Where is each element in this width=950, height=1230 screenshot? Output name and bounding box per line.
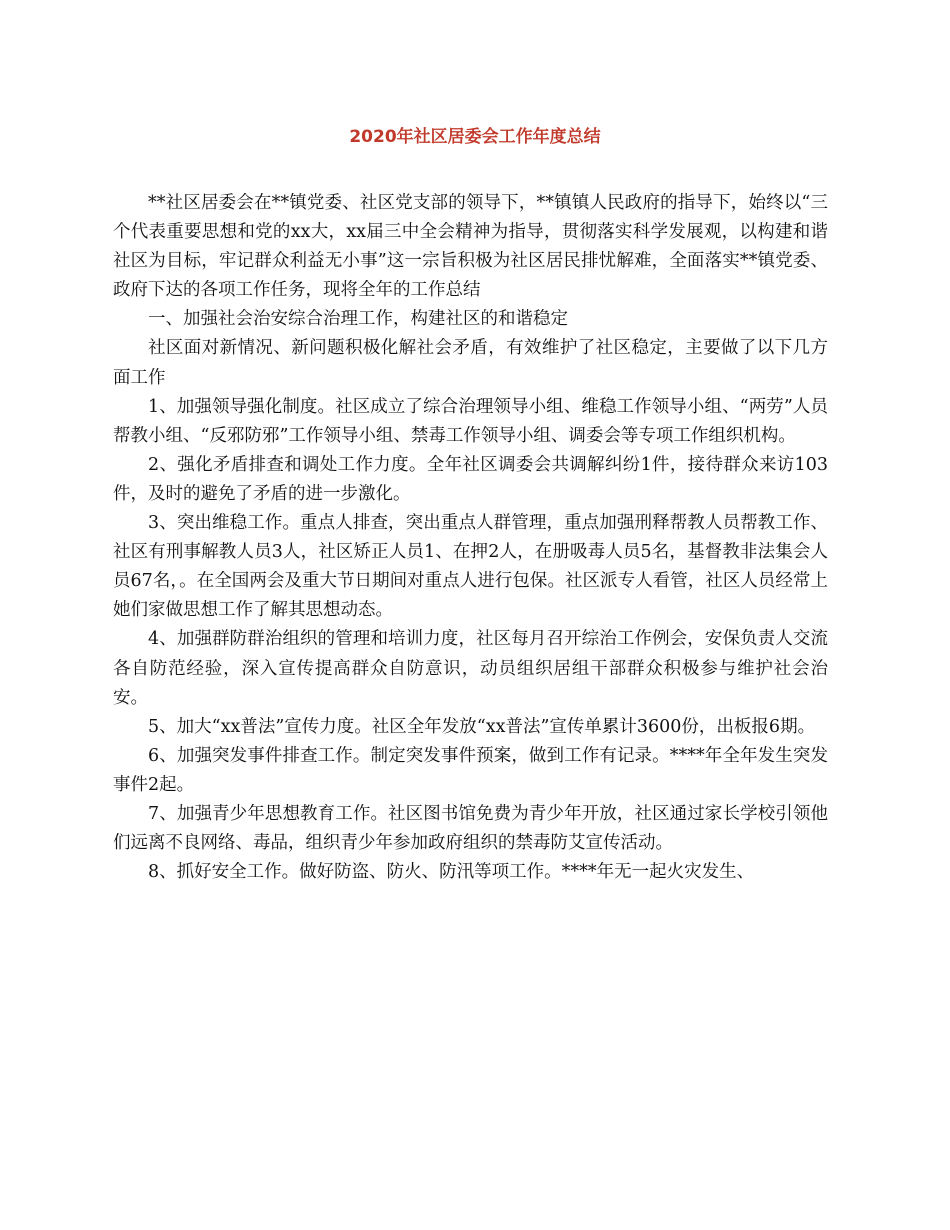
paragraph-intro: **社区居委会在**镇党委、社区党支部的领导下，**镇镇人民政府的指导下，始终以“三个代表重要思想和党的xx大，xx届三中全会精神为指导，贯彻落实科学发展观，以构建和谐社区为目标，牢记群众利益无小事”这一宗旨积极为社区居民排忧解难，全面落实**镇党委、政府下达的各项工作任务，现将全年的工作总结 [113,193,828,301]
paragraph-item-1: 1、加强领导强化制度。社区成立了综合治理领导小组、维稳工作领导小组、“两劳”人员帮教小组、“反邪防邪”工作领导小组、禁毒工作领导小组、调委会等专项工作组织机构。 [113,396,828,446]
paragraph-item-8: 8、抓好安全工作。做好防盗、防火、防汛等项工作。****年无一起火灾发生、 [148,862,755,883]
paragraph-item-6: 6、加强突发事件排查工作。制定突发事件预案，做到工作有记录。****年全年发生突发事件2起。 [113,745,828,795]
paragraph-item-3: 3、突出维稳工作。重点人排查，突出重点人群管理，重点加强刑释帮教人员帮教工作、社区有刑事解教人员3人，社区矫正人员1、在押2人，在册吸毒人员5名，基督教非法集会人员67名，。在全国两会及重大节日期间对重点人进行包保。社区派专人看管，社区人员经常上她们家做思想工作了解其思想动态。 [113,513,828,621]
paragraph-item-5: 5、加大“xx普法”宣传力度。社区全年发放“xx普法”宣传单累计3600份，出板报6期。 [148,716,816,737]
paragraph-item-4: 4、加强群防群治组织的管理和培训力度，社区每月召开综治工作例会，安保负责人交流各自防范经验，深入宣传提高群众自防意识，动员组织居组干部群众积极参与维护社会治安。 [113,629,828,708]
document-title: 2020年社区居委会工作年度总结 [349,127,601,147]
paragraph: 社区面对新情况、新问题积极化解社会矛盾，有效维护了社区稳定，主要做了以下几方面工作 [113,338,828,388]
paragraph-item-7: 7、加强青少年思想教育工作。社区图书馆免费为青少年开放，社区通过家长学校引领他们远离不良网络、毒品，组织青少年参加政府组织的禁毒防艾宣传活动。 [113,803,828,854]
paragraph-item-2: 2、强化矛盾排查和调处工作力度。全年社区调委会共调解纠纷1件，接待群众来访103件，及时的避免了矛盾的进一步激化。 [113,454,828,504]
paragraph-section-heading: 一、加强社会治安综合治理工作，构建社区的和谐稳定 [148,309,568,330]
document-body [113,189,828,887]
